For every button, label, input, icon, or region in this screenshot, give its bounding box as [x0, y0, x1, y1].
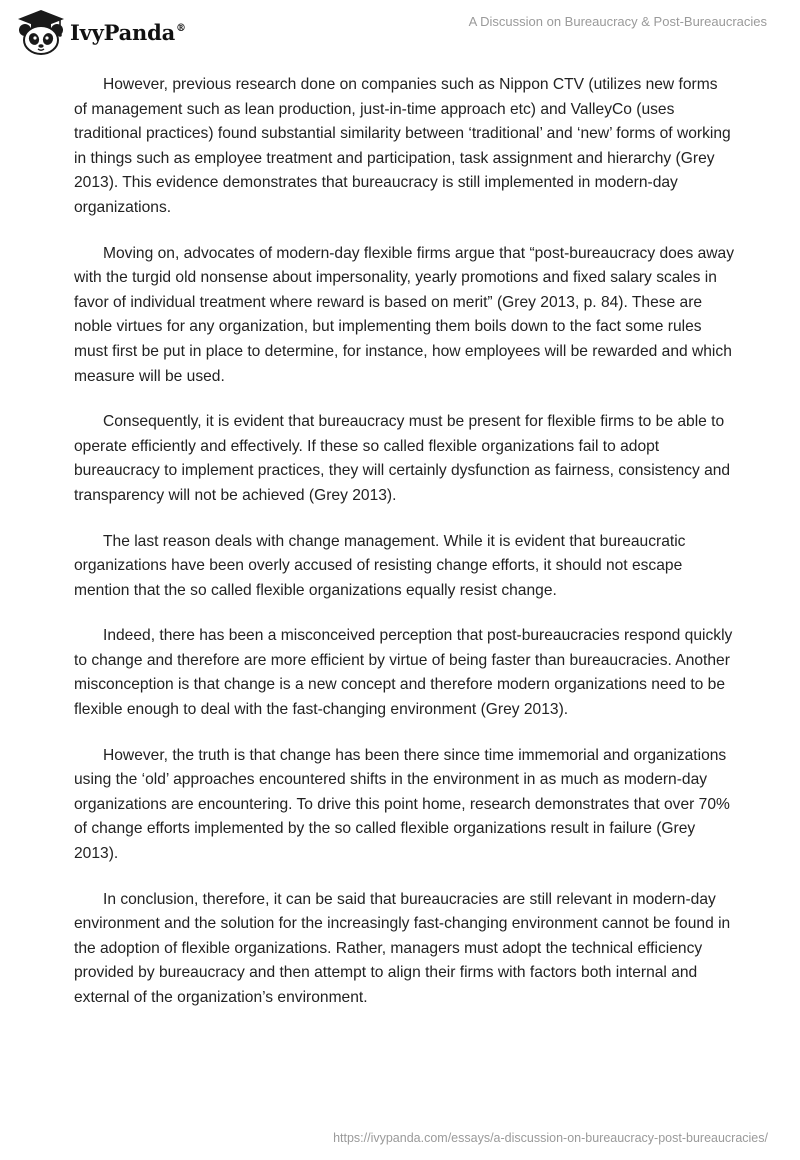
document-title: A Discussion on Bureaucracy & Post-Bureaucracies: [468, 14, 767, 29]
paragraph: Indeed, there has been a misconceived perception that post-bureaucracies respond quickly to change and therefore are more efficient by virtue of being faster than bureaucracies. Another misconception is that change is a new concept and therefore modern organizations need to be flexible enough to deal with the fast-changing environment (Grey 2013).: [74, 627, 733, 719]
paragraph: Moving on, advocates of modern-day flexible firms argue that “post-bureaucracy does away with the turgid old nonsense about impersonality, yearly promotions and fixed salary scales in favor of individual treatment where reward is based on merit” (Grey 2013, p. 84). These are noble virtues for any organization, but implementing them boils down to the fact some rules must first be put in place to determine, for instance, how employees will be rewarded and which measure will be used.: [74, 244, 734, 385]
registered-mark: ®: [176, 22, 186, 34]
panda-graduation-cap-icon: [14, 8, 68, 56]
paragraph: The last reason deals with change management. While it is evident that bureaucratic organizations have been overly accused of resisting change efforts, it should not escape mention that the so called flexible organizations equally resist change.: [74, 532, 686, 599]
page-header: [0, 0, 800, 60]
article-body: [74, 73, 734, 1032]
paragraph: However, previous research done on companies such as Nippon CTV (utilizes new forms of management such as lean production, just-in-time approach etc) and ValleyCo (uses traditional practices) found substantial similarity between ‘traditional’ and ‘new’ forms of working in things such as employee treatment and participation, task assignment and hierarchy (Grey 2013). This evidence demonstrates that bureaucracy is still implemented in modern-day organizations.: [74, 76, 731, 216]
paragraph: However, the truth is that change has been there since time immemorial and organizations using the ‘old’ approaches encountered shifts in the environment in as much as modern-day organizations are encountering. To drive this point home, research demonstrates that over 70% of change efforts implemented by the so called flexible organizations result in failure (Grey 2013).: [74, 746, 730, 863]
paragraph: In conclusion, therefore, it can be said that bureaucracies are still relevant in modern-day environment and the solution for the increasingly fast-changing environment cannot be found in the adoption of flexible organizations. Rather, managers must adopt the technical efficiency provided by bureaucracy and then attempt to align their firms with factors both internal and external of the organization’s environment.: [74, 890, 731, 1006]
brand-name: IvyPanda®: [70, 19, 186, 45]
source-url-link[interactable]: https://ivypanda.com/essays/a-discussion-on-bureaucracy-post-bureaucracies/: [333, 1131, 768, 1145]
paragraph: Consequently, it is evident that bureaucracy must be present for flexible firms to be able to operate efficiently and effectively. If these so called flexible organizations fail to adopt bureaucracy to implement practices, they will certainly dysfunction as fairness, consistency and transparency will not be achieved (Grey 2013).: [74, 413, 731, 504]
ivypanda-logo[interactable]: [14, 8, 186, 56]
